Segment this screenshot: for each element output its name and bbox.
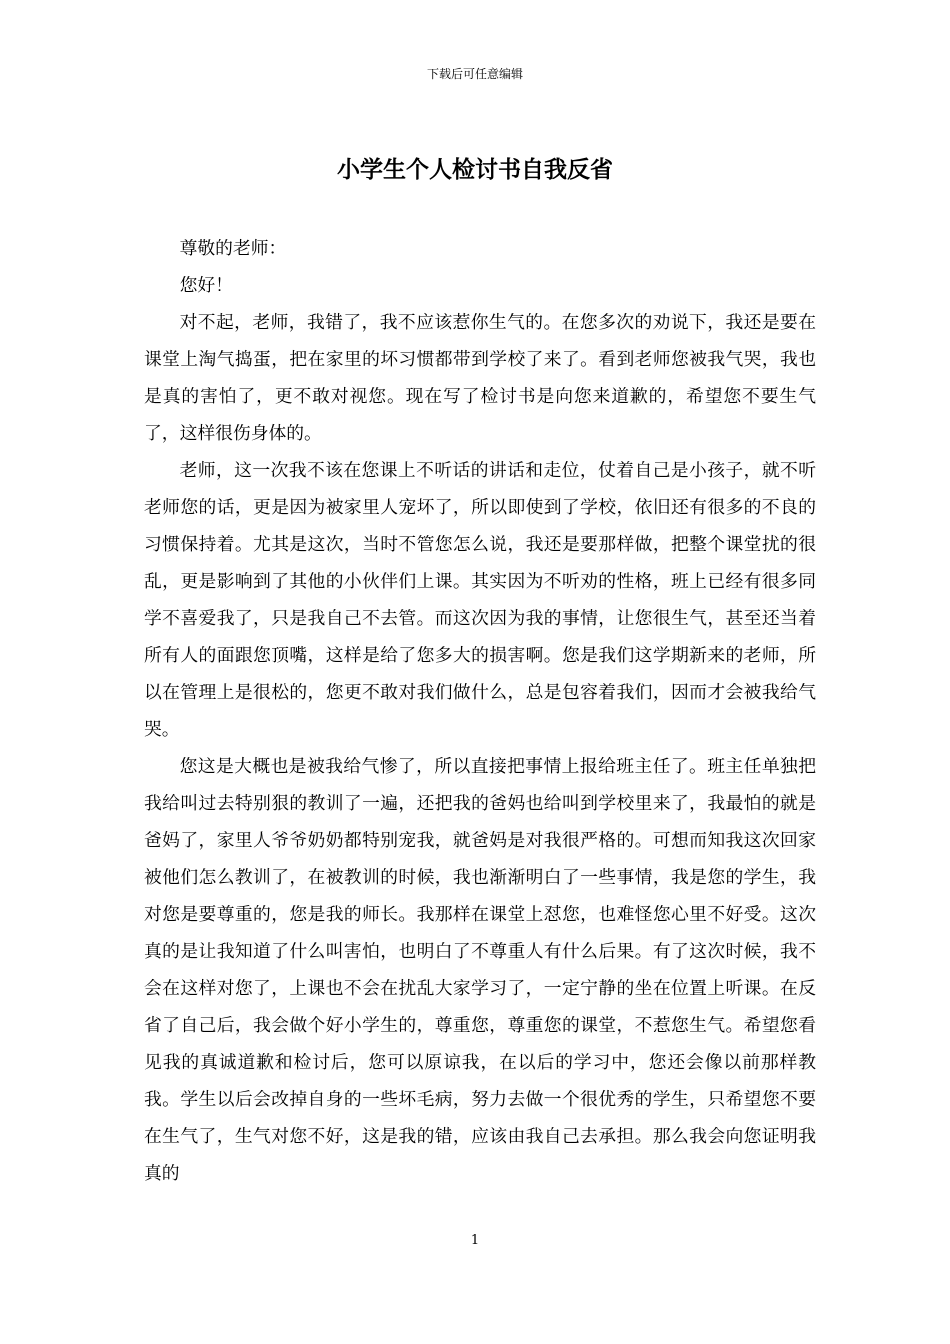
body-paragraph-1: 对不起，老师，我错了，我不应该惹你生气的。在您多次的劝说下，我还是要在课堂上淘气捣蛋，把在家里的坏习惯都带到学校了来了。看到老师您被我气哭，我也是真的害怕了，更不敢对视您。现在写了检讨书是向您来道歉的，希望您不要生气了，这样很伤身体的。 <box>144 312 816 444</box>
page-number: 1 <box>470 1233 480 1248</box>
body-paragraph-3: 您这是大概也是被我给气惨了，所以直接把事情上报给班主任了。班主任单独把我给叫过去特别狠的教训了一遍，还把我的爸妈也给叫到学校里来了，我最怕的就是爸妈了，家里人爷爷奶奶都特别宠我，就爸妈是对我很严格的。可想而知我这次回家被他们怎么教训了，在被教训的时候，我也渐渐明白了一些事情，我是您的学生，我对您是要尊重的，您是我的师长。我那样在课堂上怼您，也难怪您心里不好受。这次真的是让我知道了什么叫害怕，也明白了不尊重人有什么后果。有了这次时候，我不会在这样对您了，上课也不会在扰乱大家学习了，一定宁静的坐在位置上听课。在反省了自己后，我会做个好小学生的，尊重您，尊重您的课堂，不惹您生气。希望您看见我的真诚道歉和检讨后，您可以原谅我，在以后的学习中，您还会像以前那样教我。学生以后会改掉自身的一些坏毛病，努力去做一个很优秀的学生，只希望您不要在生气了，生气对您不好，这是我的错，应该由我自己去承担。那么我会向您证明我真的 <box>144 756 816 1184</box>
greeting: 您好！ <box>179 275 233 296</box>
document-body <box>144 230 816 1192</box>
document-title: 小学生个人检讨书自我反省 <box>337 156 613 183</box>
salutation: 尊敬的老师： <box>179 238 287 259</box>
body-paragraph-2: 老师，这一次我不该在您课上不听话的讲话和走位，仗着自己是小孩子，就不听老师您的话，更是因为被家里人宠坏了，所以即使到了学校，依旧还有很多的不良的习惯保持着。尤其是这次，当时不管您怎么说，我还是要那样做，把整个课堂扰的很乱，更是影响到了其他的小伙伴们上课。其实因为不听劝的性格，班上已经有很多同学不喜爱我了，只是我自己不去管。而这次因为我的事情，让您很生气，甚至还当着所有人的面跟您顶嘴，这样是给了您多大的损害啊。您是我们这学期新来的老师，所以在管理上是很松的，您更不敢对我们做什么，总是包容着我们，因而才会被我给气哭。 <box>144 460 816 740</box>
header-note: 下载后可任意编辑 <box>426 67 523 81</box>
